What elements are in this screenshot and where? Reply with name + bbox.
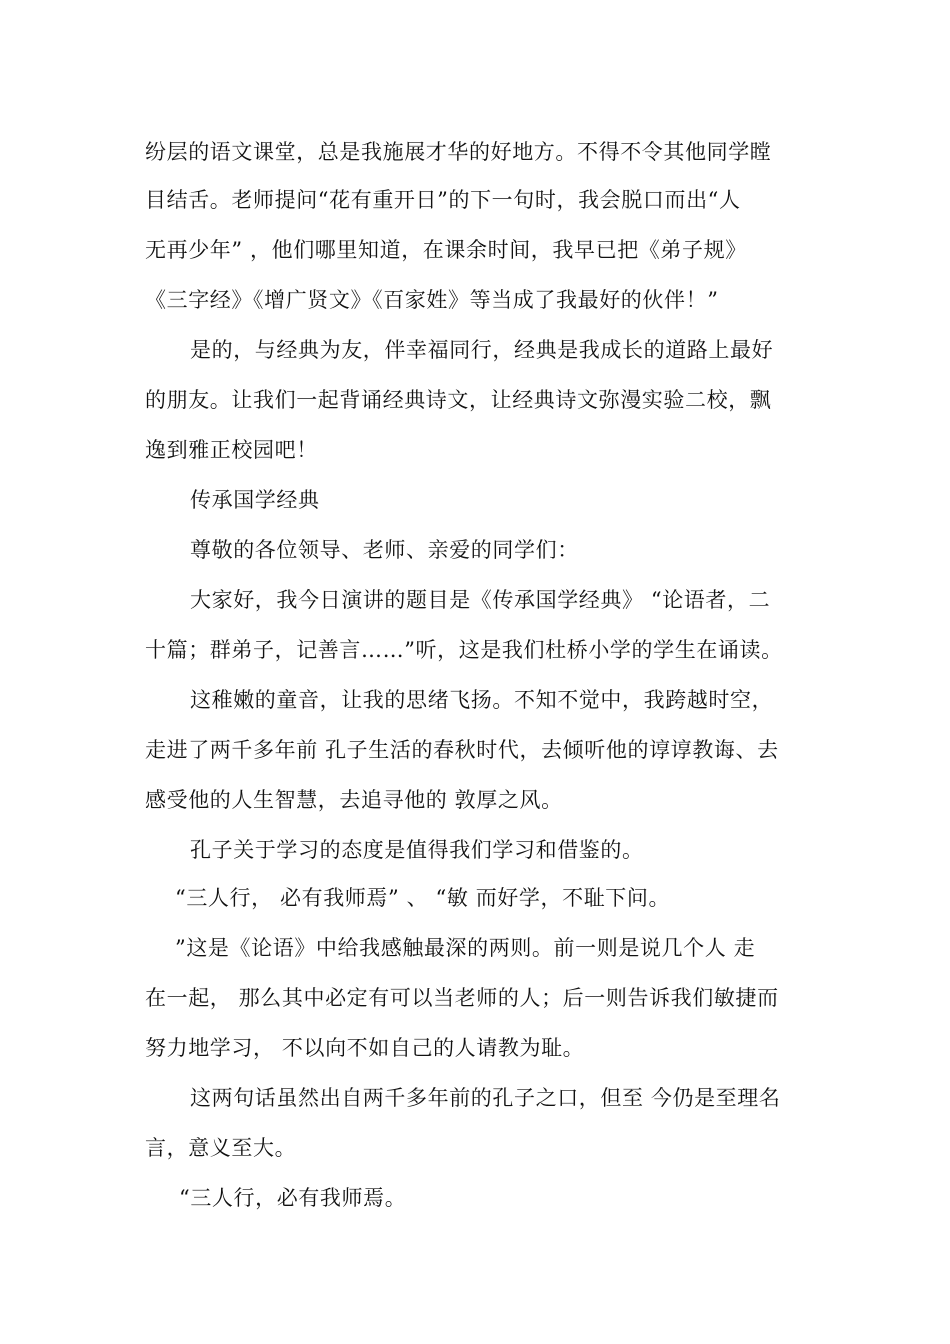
- paragraph-line: ”这是《论语》中给我感触最深的两则。前一则是说几个人 走: [175, 936, 756, 960]
- paragraph-line: 大家好，我今日演讲的题目是《传承国学经典》 “论语者，二: [190, 588, 771, 612]
- paragraph-line: 是的，与经典为友，伴幸福同行，经典是我成长的道路上最好: [190, 338, 774, 362]
- paragraph-line: 在一起， 那么其中必定有可以当老师的人；后一则告诉我们敏捷而: [145, 986, 779, 1010]
- paragraph-line: 这稚嫩的童音，让我的思绪飞扬。不知不觉中，我跨越时空，: [190, 688, 774, 712]
- paragraph-line: 逸到雅正校园吧！: [145, 438, 318, 462]
- paragraph-line: 目结舌。老师提问“花有重开日”的下一句时，我会脱口而出“人: [145, 188, 741, 212]
- paragraph-line: “三人行，必有我师焉。: [179, 1186, 407, 1210]
- paragraph-line: 努力地学习， 不以向不如自己的人请教为耻。: [145, 1036, 585, 1060]
- paragraph-line: 这两句话虽然出自两千多年前的孔子之口，但至 今仍是至理名: [190, 1086, 781, 1110]
- paragraph-line: 感受他的人生智慧，去追寻他的 敦厚之风。: [145, 788, 563, 812]
- paragraph-line: 纷层的语文课堂，总是我施展才华的好地方。不得不令其他同学瞠: [145, 140, 772, 164]
- paragraph-line: 走进了两千多年前 孔子生活的春秋时代，去倾听他的谆谆教诲、去: [145, 738, 779, 762]
- salutation: 尊敬的各位领导、老师、亲爱的同学们：: [190, 538, 579, 562]
- paragraph-line: 的朋友。让我们一起背诵经典诗文，让经典诗文弥漫实验二校，飘: [145, 388, 772, 412]
- paragraph-line: 《三字经》《增广贤文》《百家姓》等当成了我最好的伙伴！”: [145, 288, 719, 312]
- section-title: 传承国学经典: [190, 488, 320, 512]
- paragraph-line: 无再少年” ，他们哪里知道，在课余时间，我早已把《弟子规》: [145, 238, 747, 262]
- paragraph-line: “三人行， 必有我师焉” 、 “敏 而好学，不耻下问。: [175, 886, 671, 910]
- paragraph-line: 言，意义至大。: [145, 1136, 297, 1160]
- paragraph-line: 孔子关于学习的态度是值得我们学习和借鉴的。: [190, 838, 644, 862]
- paragraph-line: 十篇；群弟子，记善言……”听，这是我们杜桥小学的学生在诵读。: [145, 638, 783, 662]
